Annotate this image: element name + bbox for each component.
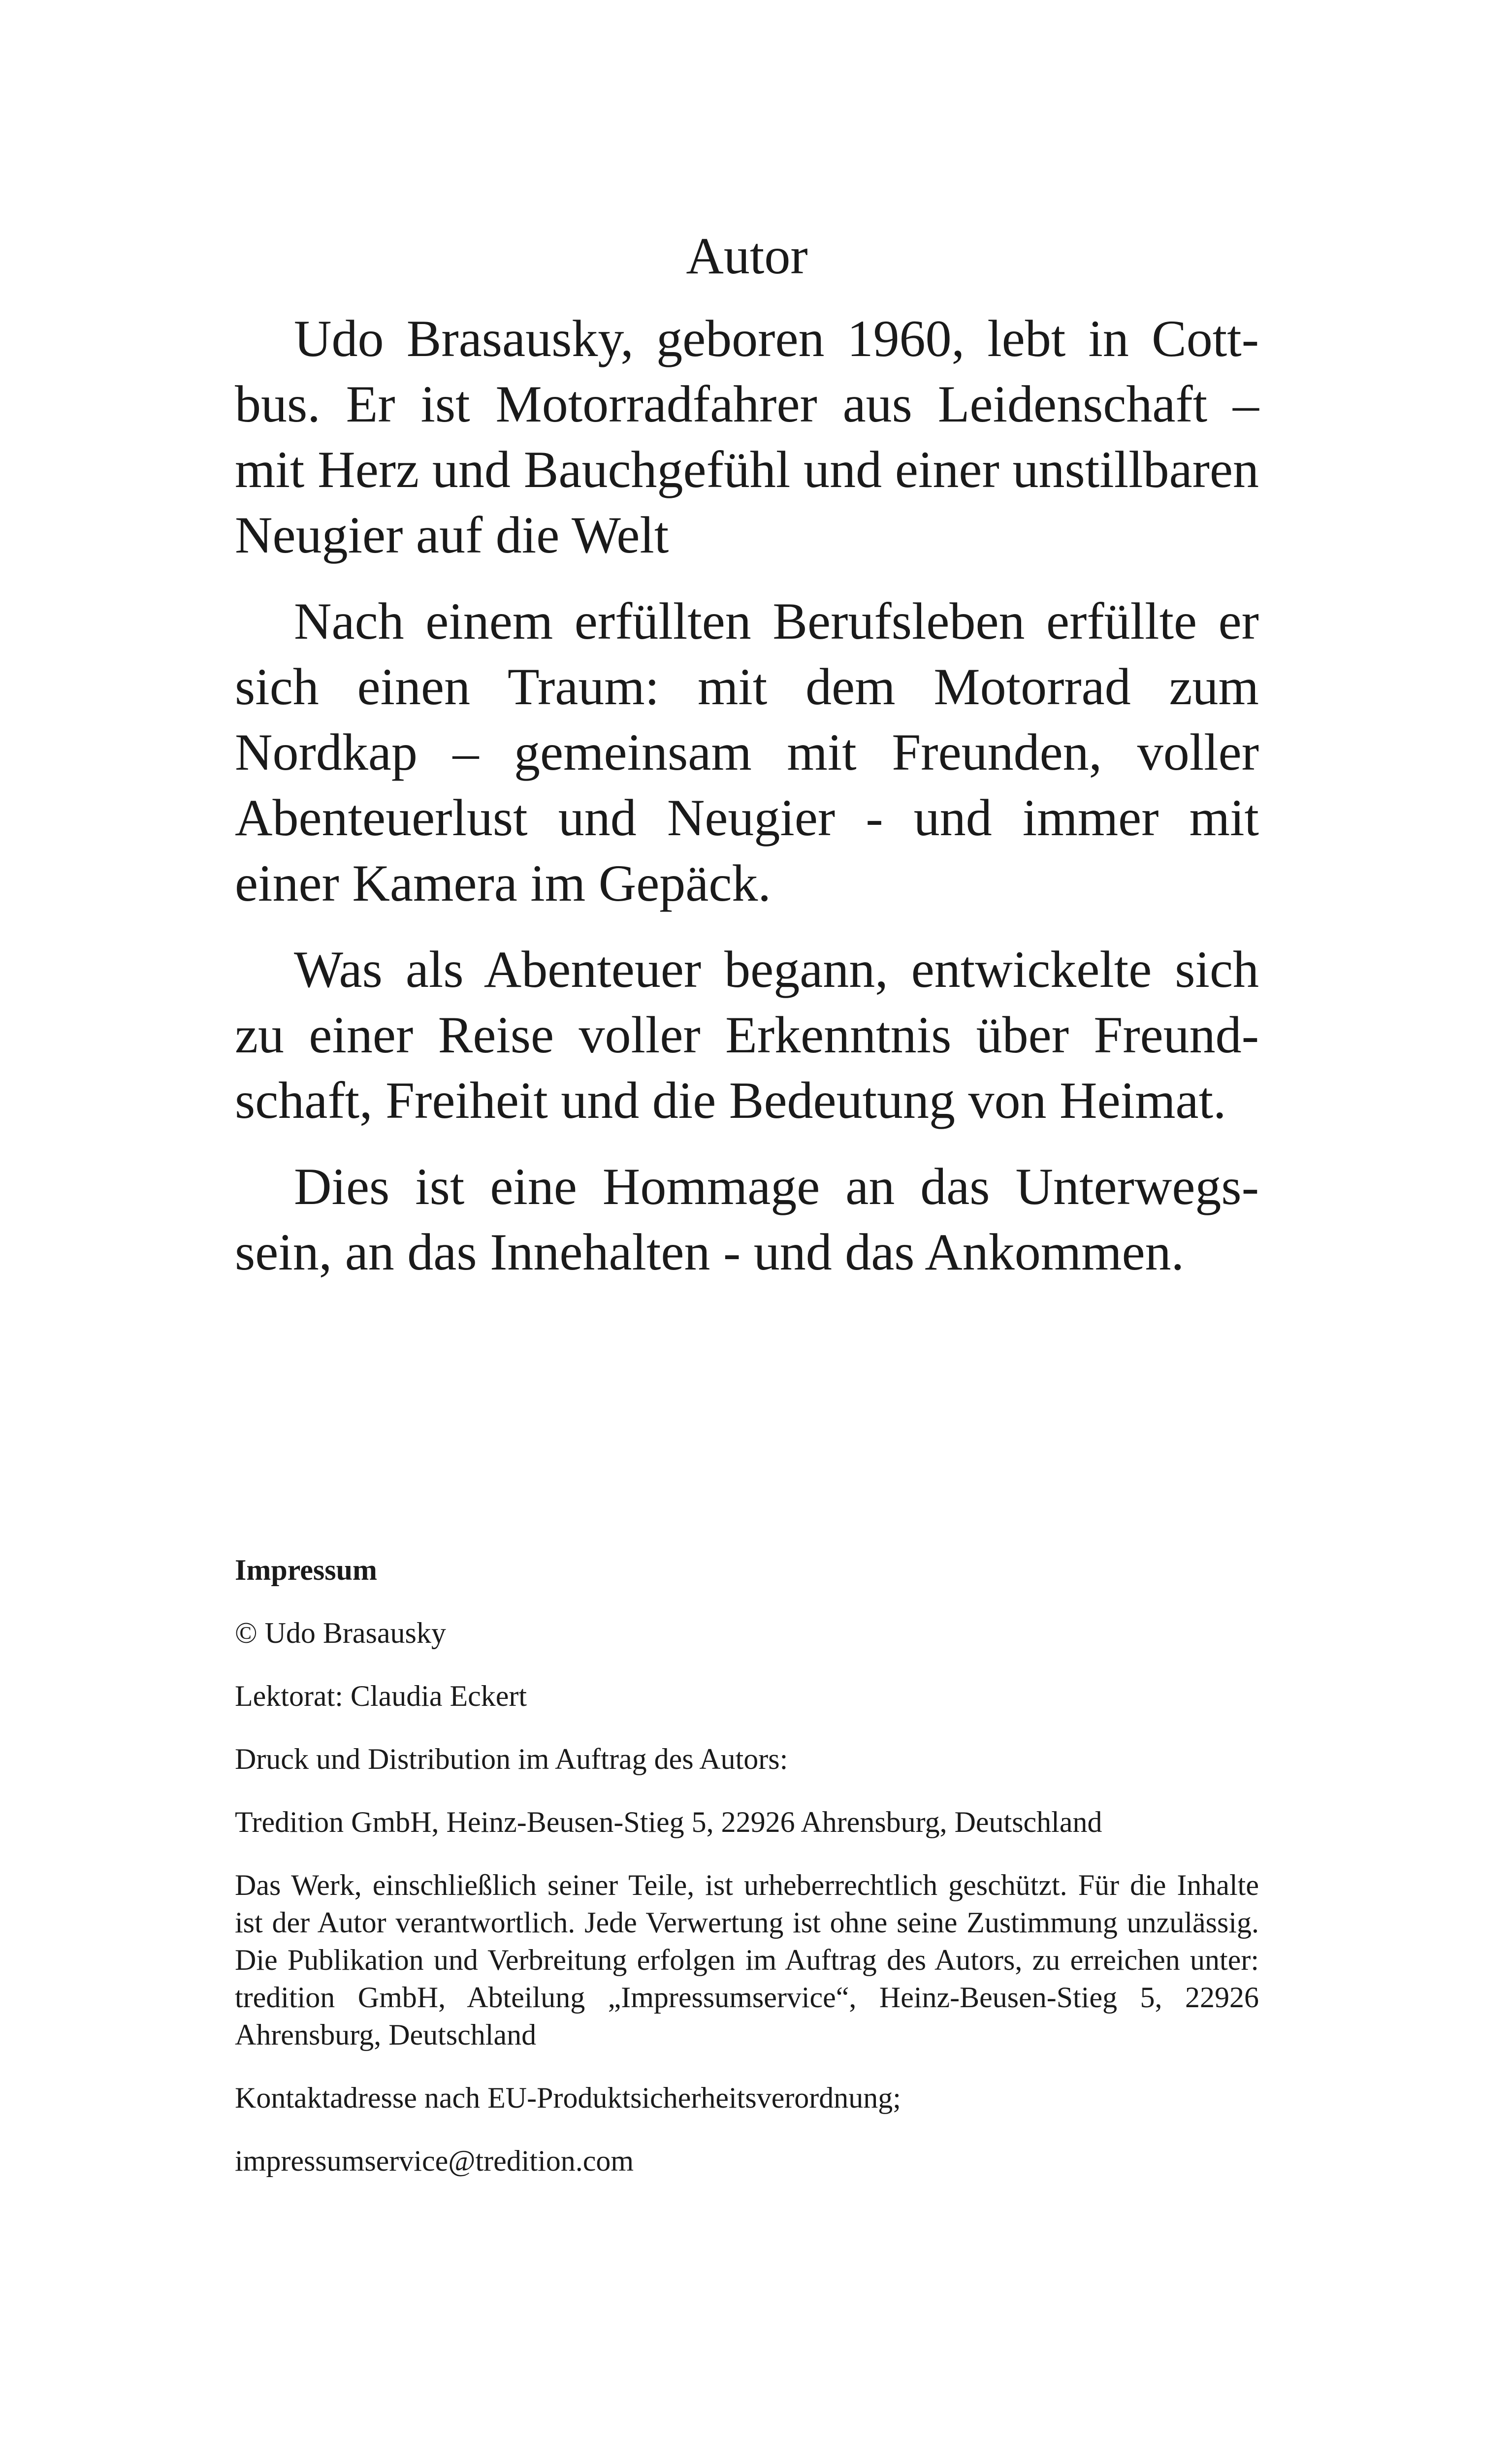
contact-label: Kontaktadresse nach EU-Produktsicherheitsverordnung;	[235, 2082, 901, 2114]
distribution-line: Druck und Distribution im Auftrag des Autors:	[235, 1743, 788, 1775]
bio-paragraph-2: Nach einem erfüllten Berufsleben erfüllte er sich einen Traum: mit dem Motorrad zum Nordkap – gemeinsam mit Freunden, voller Abenteuerlust und Neugier - und immer mit einer Kamera im Gepäck.	[235, 592, 1259, 912]
author-section	[235, 224, 1259, 1305]
bio-paragraph-3: Was als Abenteuer begann, entwickelte sich zu einer Reise voller Erkenntnis über Freundschaft, Freiheit und die Bedeutung von Heimat.	[235, 941, 1259, 1129]
bio-paragraph-4: Dies ist eine Hommage an das Unterwegssein, an das Innehalten - und das Ankommen.	[235, 1158, 1259, 1281]
impressum-section	[235, 1551, 1259, 2205]
copyright-line: © Udo Brasausky	[235, 1617, 446, 1649]
lektorat-line: Lektorat: Claudia Eckert	[235, 1680, 527, 1712]
author-heading: Autor	[686, 227, 808, 285]
bio-paragraph-1: Udo Brasausky, geboren 1960, lebt in Cottbus. Er ist Motorradfahrer aus Leidenschaft – mit Herz und Bauchgefühl und einer unstillbaren Neugier auf die Welt	[235, 310, 1259, 564]
contact-email[interactable]: impressumservice@tredition.com	[235, 2145, 634, 2177]
legal-notice: Das Werk, einschließlich seiner Teile, ist urheberrechtlich geschützt. Für die Inhalte ist der Autor verantwortlich. Jede Verwertung ist ohne seine Zustimmung unzulässig. Die Publikation und Verbreitung erfolgen im Auftrag des Autors, zu erreichen unter: tredition GmbH, Abteilung „Impressumservice“, Heinz-Beusen-Stieg 5, 22926 Ahrensburg, Deutschland	[235, 1869, 1259, 2051]
publisher-address: Tredition GmbH, Heinz-Beusen-Stieg 5, 22926 Ahrensburg, Deutschland	[235, 1806, 1102, 1838]
impressum-heading: Impressum	[235, 1554, 377, 1586]
